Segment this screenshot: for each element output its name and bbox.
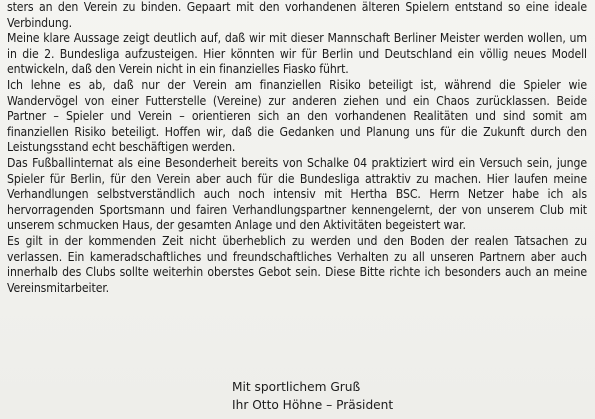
- paragraph-1: sters an den Verein zu binden. Gepaart mit den vorhandenen älteren Spielern entstand so eine ideale Verbindung.: [7, 0, 587, 30]
- paragraph-3: Ich lehne es ab, daß nur der Verein am finanziellen Risiko beteiligt ist, während die Spieler wie Wandervögel von einer Futterstelle (Vereine) zur anderen ziehen und ein Chaos zurücklassen. Beide Partner – Spieler und Verein – orientieren sich an den vorhandenen Realitäten und sind somit am finanziellen Risiko beteiligt. Hoffen wir, daß die Gedanken und Planung uns für die Zukunft durch den Leistungsstand echt beschäftigen werden.: [7, 77, 587, 155]
- closing-signature: Ihr Otto Höhne – Präsident: [232, 398, 394, 412]
- letter-body: [7, 0, 587, 296]
- paragraph-2: Meine klare Aussage zeigt deutlich auf, daß wir mit dieser Mannschaft Berliner Meister werden wollen, um in die 2. Bundesliga aufzusteigen. Hier könnten wir für Berlin und Deutschland ein völlig neues Modell entwickeln, daß den Verein nicht in ein finanzielles Fiasko führt.: [7, 31, 587, 77]
- letter-closing: [232, 378, 393, 414]
- paragraph-4: Das Fußballinternat als eine Besonderheit bereits von Schalke 04 praktiziert wird ein Versuch sein, junge Spieler für Berlin, für den Verein aber auch für die Bundesliga attraktiv zu machen. Hier laufen meine Verhandlungen selbstverständlich auch noch intensiv mit Hertha BSC. Herrn Netzer habe ich als hervorragenden Sportsmann und fairen Verhandlungspartner kennengelernt, der von unserem Club mit unserem schmucken Haus, der gesamten Anlage und den Aktivitäten begeistert war.: [7, 155, 587, 233]
- closing-greeting: Mit sportlichem Gruß: [232, 380, 361, 394]
- paragraph-5: Es gilt in der kommenden Zeit nicht überheblich zu werden und den Boden der realen Tatsachen zu verlassen. Ein kameradschaftliches und freundschaftliches Verhalten zu all unseren Partnern aber auch innerhalb des Clubs sollte weiterhin oberstes Gebot sein. Diese Bitte richte ich besonders auch an meine Vereinsmitarbeiter.: [7, 233, 587, 295]
